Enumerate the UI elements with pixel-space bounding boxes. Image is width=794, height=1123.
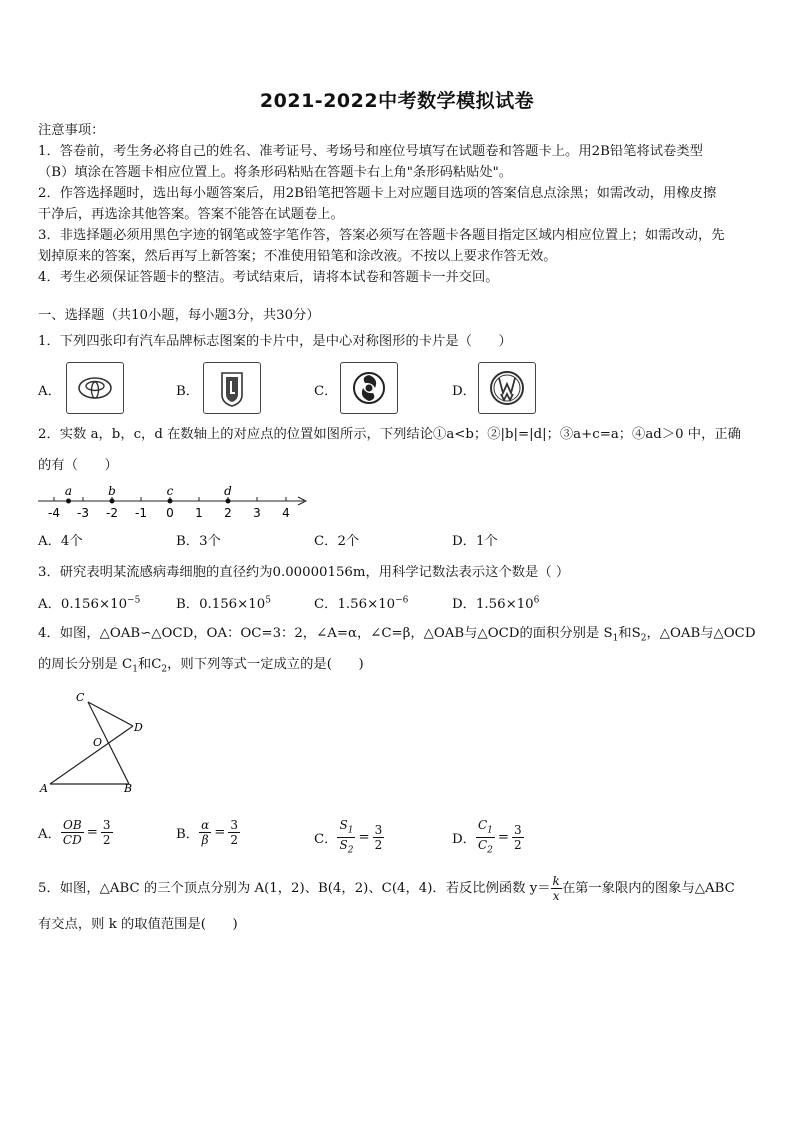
q2-option-a[interactable]: A．4个 (38, 534, 83, 549)
q4-stem-text: 和C (137, 657, 162, 672)
q1-option-a-label: A． (38, 384, 61, 399)
toyota-logo-icon (67, 363, 123, 413)
q4-stem-text: 的周长分别是 C (38, 657, 133, 672)
fraction (228, 818, 240, 847)
numerator: 3 (102, 818, 111, 832)
fraction (61, 818, 84, 847)
notice-line: （B）填涂在答题卡相应位置上。将条形码粘贴在答题卡右上角"条形码粘贴处"。 (38, 165, 513, 180)
notice-heading: 注意事项： (38, 123, 105, 138)
q1-option-b-label: B． (176, 384, 200, 399)
numerator (476, 818, 495, 838)
denominator: CD (62, 833, 82, 847)
fraction (101, 818, 113, 847)
shield-logo-icon (204, 363, 260, 413)
number-line-tick-label: 0 (166, 506, 174, 520)
number-line-tick-label: 3 (253, 506, 261, 520)
denominator (337, 838, 355, 857)
q2-option-d[interactable]: D．1个 (452, 534, 498, 549)
number-line-point-label: d (224, 484, 232, 498)
label-o: O (93, 736, 103, 749)
symbol: S (339, 818, 348, 832)
q4-option-c-label: C． (314, 832, 338, 848)
fraction (199, 818, 211, 847)
q4-option-d-label: D． (452, 832, 476, 848)
q3-option-b-exponent: 5 (265, 595, 271, 606)
q5-stem-text: 5．如图，△ABC 的三个顶点分别为 A(1，2)、B(4，2)、C(4，4)．若反比例函数 y＝ (38, 881, 551, 896)
fraction (337, 818, 355, 858)
q1-option-d-card[interactable] (478, 362, 536, 414)
q2-stem: 2．实数 a，b，c，d 在数轴上的对应点的位置如图所示，下列结论①a<b；②|b|=|d|；③a+c=a；④ad＞0 中，正确 (38, 427, 741, 442)
q4-option-a[interactable] (38, 818, 113, 847)
q1-option-b-card[interactable] (203, 362, 261, 414)
notice-line: 划掉原来的答案，然后再写上新答案；不准使用铅笔和涂改液。不按以上要求作答无效。 (38, 249, 557, 264)
q1-option-c-label: C． (314, 384, 338, 399)
equals-sign: = (358, 830, 370, 846)
fraction (373, 823, 385, 852)
swirl-logo-icon (341, 363, 397, 413)
symbol: C (477, 818, 488, 832)
label-d: D (134, 721, 143, 734)
subscript: 1 (347, 825, 354, 836)
notice-line: 1．答卷前，考生务必将自己的姓名、准考证号、考场号和座位号填写在试题卷和答题卡上。用2B铅笔将试卷类型 (38, 144, 703, 159)
fraction (551, 874, 562, 903)
q3-option-a[interactable] (38, 593, 140, 612)
fraction (476, 818, 495, 858)
number-line-point-a (66, 499, 71, 504)
number-line-point-label: c (166, 484, 174, 498)
denominator: 2 (230, 833, 238, 847)
symbol: C (477, 838, 488, 853)
q4-option-b[interactable] (176, 818, 240, 847)
number-line-tick-label: -4 (48, 506, 60, 520)
q4-stem (38, 654, 364, 681)
number-line-tick-label: 2 (224, 506, 232, 520)
page-title: 2021-2022中考数学模拟试卷 (259, 90, 535, 112)
equals-sign: = (86, 825, 98, 840)
denominator: 2 (374, 838, 383, 853)
q3-option-a-exponent: −5 (127, 595, 141, 606)
segment-cd (88, 702, 133, 726)
q4-option-a-label: A． (38, 827, 61, 842)
q3-option-b-text: B．0.156×10 (176, 597, 266, 612)
q2-stem: 的有（ ） (38, 458, 118, 473)
notice-line: 4．考生必须保证答题卡的整洁。考试结束后，请将本试卷和答题卡一并交回。 (38, 270, 499, 285)
q5-stem-text: 在第一象限内的图象与△ABC (561, 881, 735, 896)
segment-da (50, 726, 133, 784)
number-line-tick-label: 1 (195, 506, 203, 520)
q2-option-b[interactable]: B．3个 (176, 534, 221, 549)
notice-block (38, 120, 758, 288)
q4-stem-text: ，则下列等式一定成立的是( ) (167, 657, 364, 672)
subscript: 2 (347, 845, 354, 856)
subscript: 2 (640, 633, 647, 644)
q4-stem-text: ，△OAB与△OCD (646, 626, 756, 641)
denominator: x (552, 889, 560, 903)
number-line-tick-label: -3 (77, 506, 89, 520)
subscript: 2 (161, 664, 168, 675)
number-line-tick-label: -2 (106, 506, 118, 520)
subscript: 1 (132, 664, 138, 675)
label-c: C (76, 691, 85, 704)
q1-option-d-label: D． (452, 384, 476, 399)
number-line-point-d (226, 499, 231, 504)
notice-line: 干净后，再选涂其他答案。答案不能答在试题卷上。 (38, 207, 344, 222)
q3-option-c-text: C．1.56×10 (314, 597, 396, 612)
numerator: 3 (514, 823, 522, 838)
denominator (476, 838, 495, 857)
q3-option-c-exponent: −6 (395, 595, 409, 606)
subscript: 2 (487, 845, 493, 856)
section-heading: 一、选择题（共10小题，每小题3分，共30分） (38, 308, 320, 323)
number-line-tick-label: 4 (282, 506, 290, 520)
notice-line: 3．非选择题必须用黑色字迹的钢笔或签字笔作答，答案必须写在答题卡各题目指定区域内相应位置上；如需改动，先 (38, 228, 725, 243)
q1-stem: 1．下列四张印有汽车品牌标志图案的卡片中，是中心对称图形的卡片是（ ） (38, 334, 512, 349)
number-line-point-c (168, 499, 173, 504)
numerator: 3 (230, 818, 238, 832)
q1-option-a-card[interactable] (66, 362, 124, 414)
number-line-point-b (110, 499, 115, 504)
q4-stem-text: 和S (618, 626, 641, 641)
label-b: B (124, 782, 133, 795)
denominator: 2 (514, 838, 522, 853)
q1-option-c-card[interactable] (340, 362, 398, 414)
q4-option-d[interactable] (452, 818, 524, 858)
denominator: 2 (102, 833, 111, 847)
equals-sign: = (497, 830, 510, 846)
label-a: A (40, 782, 48, 795)
notice-line: 2．作答选择题时，选出每小题答案后，用2B铅笔把答题卡上对应题目选项的答案信息点涂黑；如需改动，用橡皮擦 (38, 186, 717, 201)
q5-stem: 有交点，则 k 的取值范围是( ) (38, 917, 238, 932)
q3-option-c[interactable] (314, 593, 408, 612)
q3-option-d[interactable] (452, 593, 539, 612)
subscript: 1 (612, 633, 619, 644)
q3-option-d-text: D．1.56×10 (452, 597, 534, 612)
symbol: S (339, 838, 348, 853)
number-line-figure (36, 480, 311, 522)
numerator: OB (62, 818, 82, 832)
number-line-point-label: a (64, 484, 73, 498)
numerator: 3 (374, 823, 383, 838)
numerator: k (552, 874, 560, 888)
subscript: 1 (487, 825, 493, 836)
q2-option-c[interactable]: C．2个 (314, 534, 360, 549)
q4-stem (38, 623, 756, 650)
q4-stem-text: 4．如图，△OAB∽△OCD，OA：OC=3：2，∠A=α，∠C=β，△OAB与△OCD的面积分别是 S (38, 626, 613, 641)
numerator (337, 818, 355, 838)
q4-option-b-label: B． (176, 827, 200, 842)
q3-option-b[interactable] (176, 593, 271, 612)
similar-triangles-figure (36, 686, 156, 798)
q3-option-d-exponent: 6 (533, 595, 540, 606)
q5-stem (38, 874, 735, 903)
volkswagen-logo-icon (479, 363, 535, 413)
number-line-point-label: b (108, 484, 116, 498)
q3-option-a-text: A．0.156×10 (38, 597, 128, 612)
denominator: β (201, 833, 209, 847)
q3-stem: 3．研究表明某流感病毒细胞的直径约为0.00000156m，用科学记数法表示这个数是（ ） (38, 565, 570, 580)
q4-option-c[interactable] (314, 818, 384, 858)
fraction (512, 823, 524, 852)
number-line-tick-label: -1 (135, 506, 147, 520)
equals-sign: = (214, 825, 226, 840)
numerator: α (201, 818, 210, 832)
